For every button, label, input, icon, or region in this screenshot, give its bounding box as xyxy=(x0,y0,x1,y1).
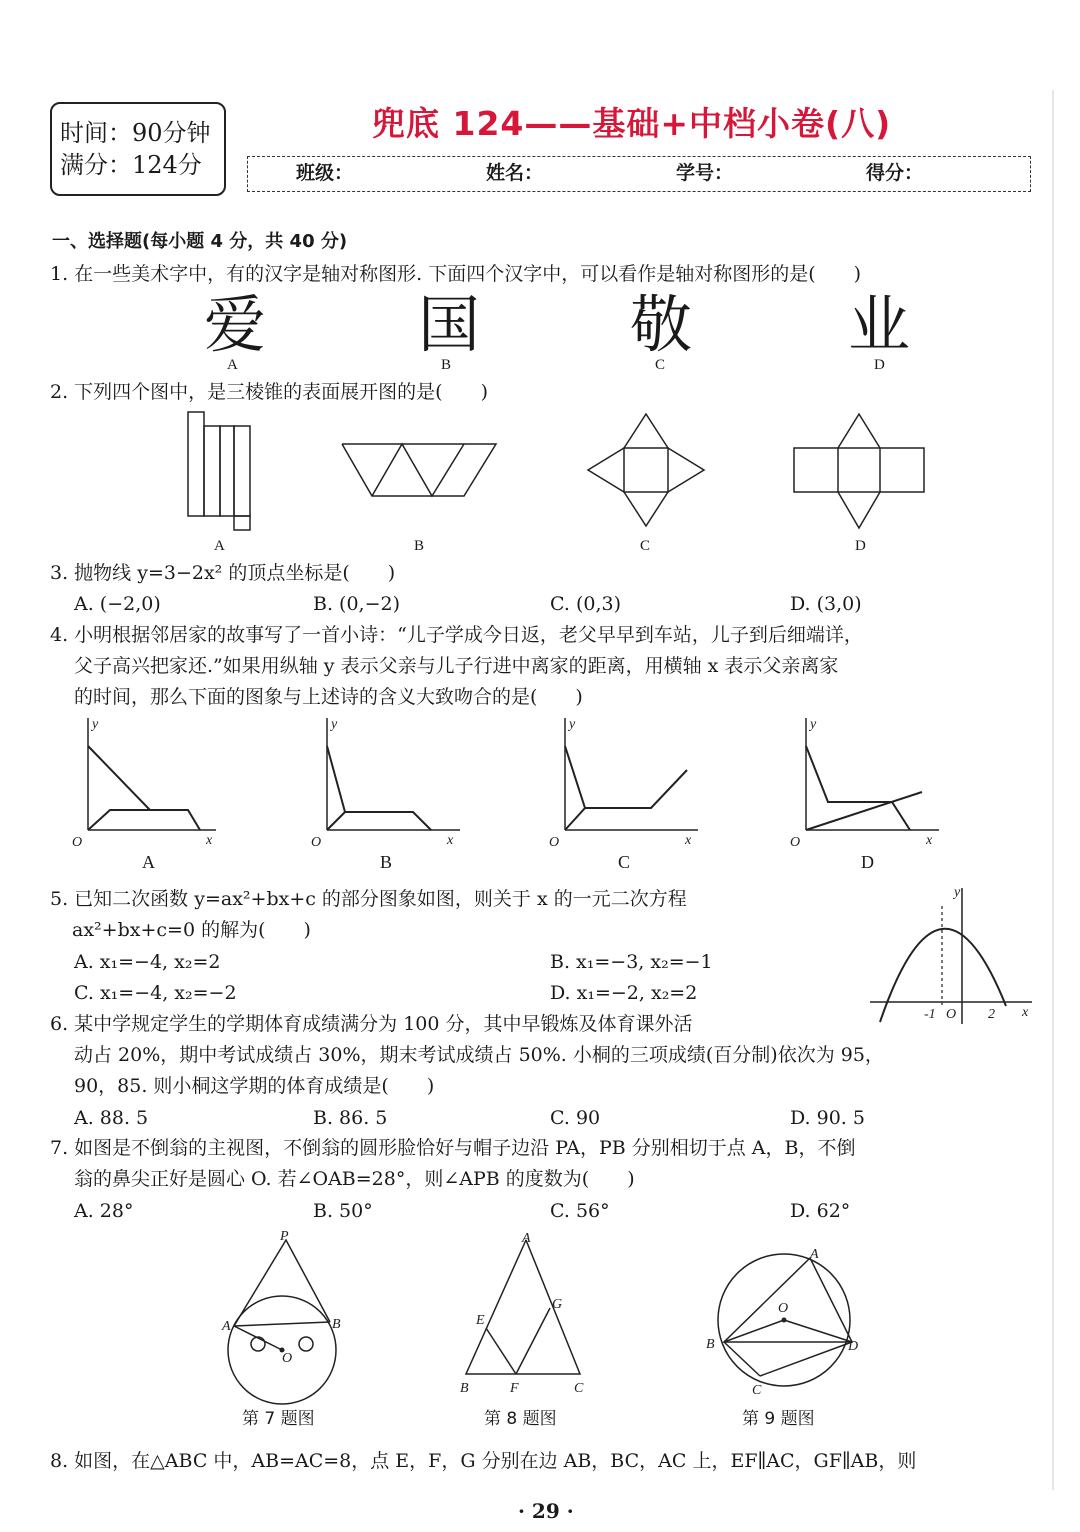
q5-x-label: x xyxy=(1022,1005,1029,1020)
q1-label-b: B xyxy=(441,357,452,373)
q2-net-b xyxy=(336,438,502,502)
fig8-label-e: E xyxy=(476,1313,485,1328)
q4-line-1: 4. 小明根据邻居家的故事写了一首小诗：“儿子学成今日返，老父早早到车站，儿子到后细端详， xyxy=(50,624,863,646)
q4-label-d: D xyxy=(861,852,874,872)
fig8-caption: 第 8 题图 xyxy=(484,1409,557,1429)
section-title: 一、选择题(每小题 4 分，共 40 分) xyxy=(52,231,348,252)
q4c-y-label: y xyxy=(569,717,576,732)
q2-label-b: B xyxy=(414,538,425,554)
q1-char-a: 爱 xyxy=(204,288,267,361)
fig7-caption: 第 7 题图 xyxy=(242,1409,315,1429)
q5-neg1-label: -1 xyxy=(924,1007,936,1022)
q4c-x-label: x xyxy=(685,833,692,848)
q8-stem: 8. 如图，在△ABC 中，AB=AC=8，点 E，F，G 分别在边 AB，BC，AC 上，EF∥AC，GF∥AB，则 xyxy=(50,1450,917,1472)
q3-option-d: D. (3,0) xyxy=(790,593,862,615)
fig9-label-c: C xyxy=(752,1383,762,1398)
q4-graph-c xyxy=(543,712,703,852)
fig8-label-a: A xyxy=(522,1232,531,1246)
q4c-origin-label: O xyxy=(549,835,560,850)
q5-option-b: B. x₁=−3, x₂=−1 xyxy=(550,951,713,973)
q5-parabola-graph xyxy=(866,884,1036,1030)
fig9-label-b: B xyxy=(706,1337,715,1352)
q5-option-d: D. x₁=−2, x₂=2 xyxy=(550,982,698,1004)
q4-line-2: 父子高兴把家还.”如果用纵轴 y 表示父亲与儿子行进中离家的距离，用横轴 x 表示父亲离家 xyxy=(74,655,839,677)
q1-stem: 1. 在一些美术字中，有的汉字是轴对称图形. 下面四个汉字中，可以看作是轴对称图形的是( ) xyxy=(50,263,862,285)
q2-label-d: D xyxy=(855,538,866,554)
q3-option-a: A. (−2,0) xyxy=(74,593,161,615)
class-field-label: 班级： xyxy=(296,162,354,184)
q6-line-2: 动占 20%，期中考试成绩占 30%，期末考试成绩占 50%. 小桐的三项成绩(百分制)依次为 95， xyxy=(74,1044,884,1066)
q4b-x-label: x xyxy=(447,833,454,848)
fig8-label-g: G xyxy=(552,1297,563,1312)
q2-stem: 2. 下列四个图中，是三棱锥的表面展开图的是( ) xyxy=(50,381,488,403)
fig9-label-a: A xyxy=(810,1247,819,1262)
student-info-box xyxy=(247,156,1031,192)
time-label: 时间：90分钟 xyxy=(60,119,211,147)
page-edge-shadow xyxy=(1052,90,1054,1490)
q7-option-b: B. 50° xyxy=(313,1200,373,1222)
q4-label-c: C xyxy=(618,852,631,872)
q1-label-c: C xyxy=(655,357,666,373)
q1-label-d: D xyxy=(874,357,885,373)
q5-two-label: 2 xyxy=(988,1007,995,1022)
fig7-label-b: B xyxy=(332,1317,341,1332)
fig9-circle xyxy=(702,1244,872,1400)
q4a-origin-label: O xyxy=(72,835,83,850)
q5-line-2: ax²+bx+c=0 的解为( ) xyxy=(72,919,311,941)
q2-label-a: A xyxy=(214,538,225,554)
fig7-tumbler xyxy=(218,1226,348,1406)
q6-option-b: B. 86. 5 xyxy=(313,1107,388,1129)
fig9-label-o: O xyxy=(778,1301,789,1316)
q4-graph-b xyxy=(305,712,465,852)
score-field-label: 得分： xyxy=(866,162,924,184)
q6-line-1: 6. 某中学规定学生的学期体育成绩满分为 100 分，其中早锻炼及体育课外活 xyxy=(50,1013,693,1035)
q4-label-b: B xyxy=(380,852,393,872)
fig7-label-p: P xyxy=(280,1229,289,1244)
fig7-label-a: A xyxy=(222,1319,231,1334)
student-id-field-label: 学号： xyxy=(676,162,734,184)
q4d-origin-label: O xyxy=(790,835,801,850)
q4b-y-label: y xyxy=(331,717,338,732)
q2-net-c xyxy=(584,410,710,530)
q7-option-d: D. 62° xyxy=(790,1200,851,1222)
q5-origin-label: O xyxy=(946,1007,957,1022)
time-score-box xyxy=(50,102,226,196)
fig8-triangle xyxy=(454,1232,594,1398)
q7-line-1: 7. 如图是不倒翁的主视图，不倒翁的圆形脸恰好与帽子边沿 PA，PB 分别相切于点 A，B，不倒 xyxy=(50,1137,856,1159)
q6-option-a: A. 88. 5 xyxy=(74,1107,149,1129)
q7-option-c: C. 56° xyxy=(550,1200,610,1222)
fig8-label-b: B xyxy=(460,1381,469,1396)
q4b-origin-label: O xyxy=(311,835,322,850)
q7-option-a: A. 28° xyxy=(74,1200,134,1222)
q4d-y-label: y xyxy=(810,717,817,732)
q3-option-c: C. (0,3) xyxy=(550,593,621,615)
q5-option-a: A. x₁=−4, x₂=2 xyxy=(74,951,221,973)
q4-graph-d xyxy=(784,712,944,852)
q4a-x-label: x xyxy=(206,833,213,848)
name-field-label: 姓名： xyxy=(486,162,544,184)
q4-line-3: 的时间，那么下面的图象与上述诗的含义大致吻合的是( ) xyxy=(74,686,583,708)
q6-option-d: D. 90. 5 xyxy=(790,1107,865,1129)
q2-label-c: C xyxy=(640,538,651,554)
q1-char-b: 国 xyxy=(418,288,481,361)
fig8-label-c: C xyxy=(574,1381,584,1396)
q5-line-1: 5. 已知二次函数 y=ax²+bx+c 的部分图象如图，则关于 x 的一元二次方程 xyxy=(50,888,687,910)
q1-char-c: 敬 xyxy=(630,288,693,361)
q4a-y-label: y xyxy=(92,717,99,732)
fig9-caption: 第 9 题图 xyxy=(742,1409,815,1429)
fig7-label-o: O xyxy=(282,1351,293,1366)
q2-net-a xyxy=(180,408,260,536)
q5-y-label: y xyxy=(954,885,961,900)
q3-stem: 3. 抛物线 y=3−2x² 的顶点坐标是( ) xyxy=(50,562,396,584)
full-score-label: 满分：124分 xyxy=(60,151,202,179)
q4-label-a: A xyxy=(142,852,155,872)
page-number: · 29 · xyxy=(518,1499,574,1523)
q7-line-2: 翁的鼻尖正好是圆心 O. 若∠OAB=28°，则∠APB 的度数为( ) xyxy=(74,1168,635,1190)
page-title: 兜底 124——基础+中档小卷(八) xyxy=(372,104,892,143)
q2-net-d xyxy=(790,410,928,532)
q1-char-d: 业 xyxy=(848,288,911,361)
q6-option-c: C. 90 xyxy=(550,1107,601,1129)
q3-option-b: B. (0,−2) xyxy=(313,593,401,615)
q4d-x-label: x xyxy=(926,833,933,848)
q4-graph-a xyxy=(66,712,226,852)
fig8-label-f: F xyxy=(510,1381,519,1396)
q1-label-a: A xyxy=(227,357,238,373)
fig9-label-d: D xyxy=(848,1339,859,1354)
q6-line-3: 90，85. 则小桐这学期的体育成绩是( ) xyxy=(74,1075,435,1097)
q5-option-c: C. x₁=−4, x₂=−2 xyxy=(74,982,237,1004)
